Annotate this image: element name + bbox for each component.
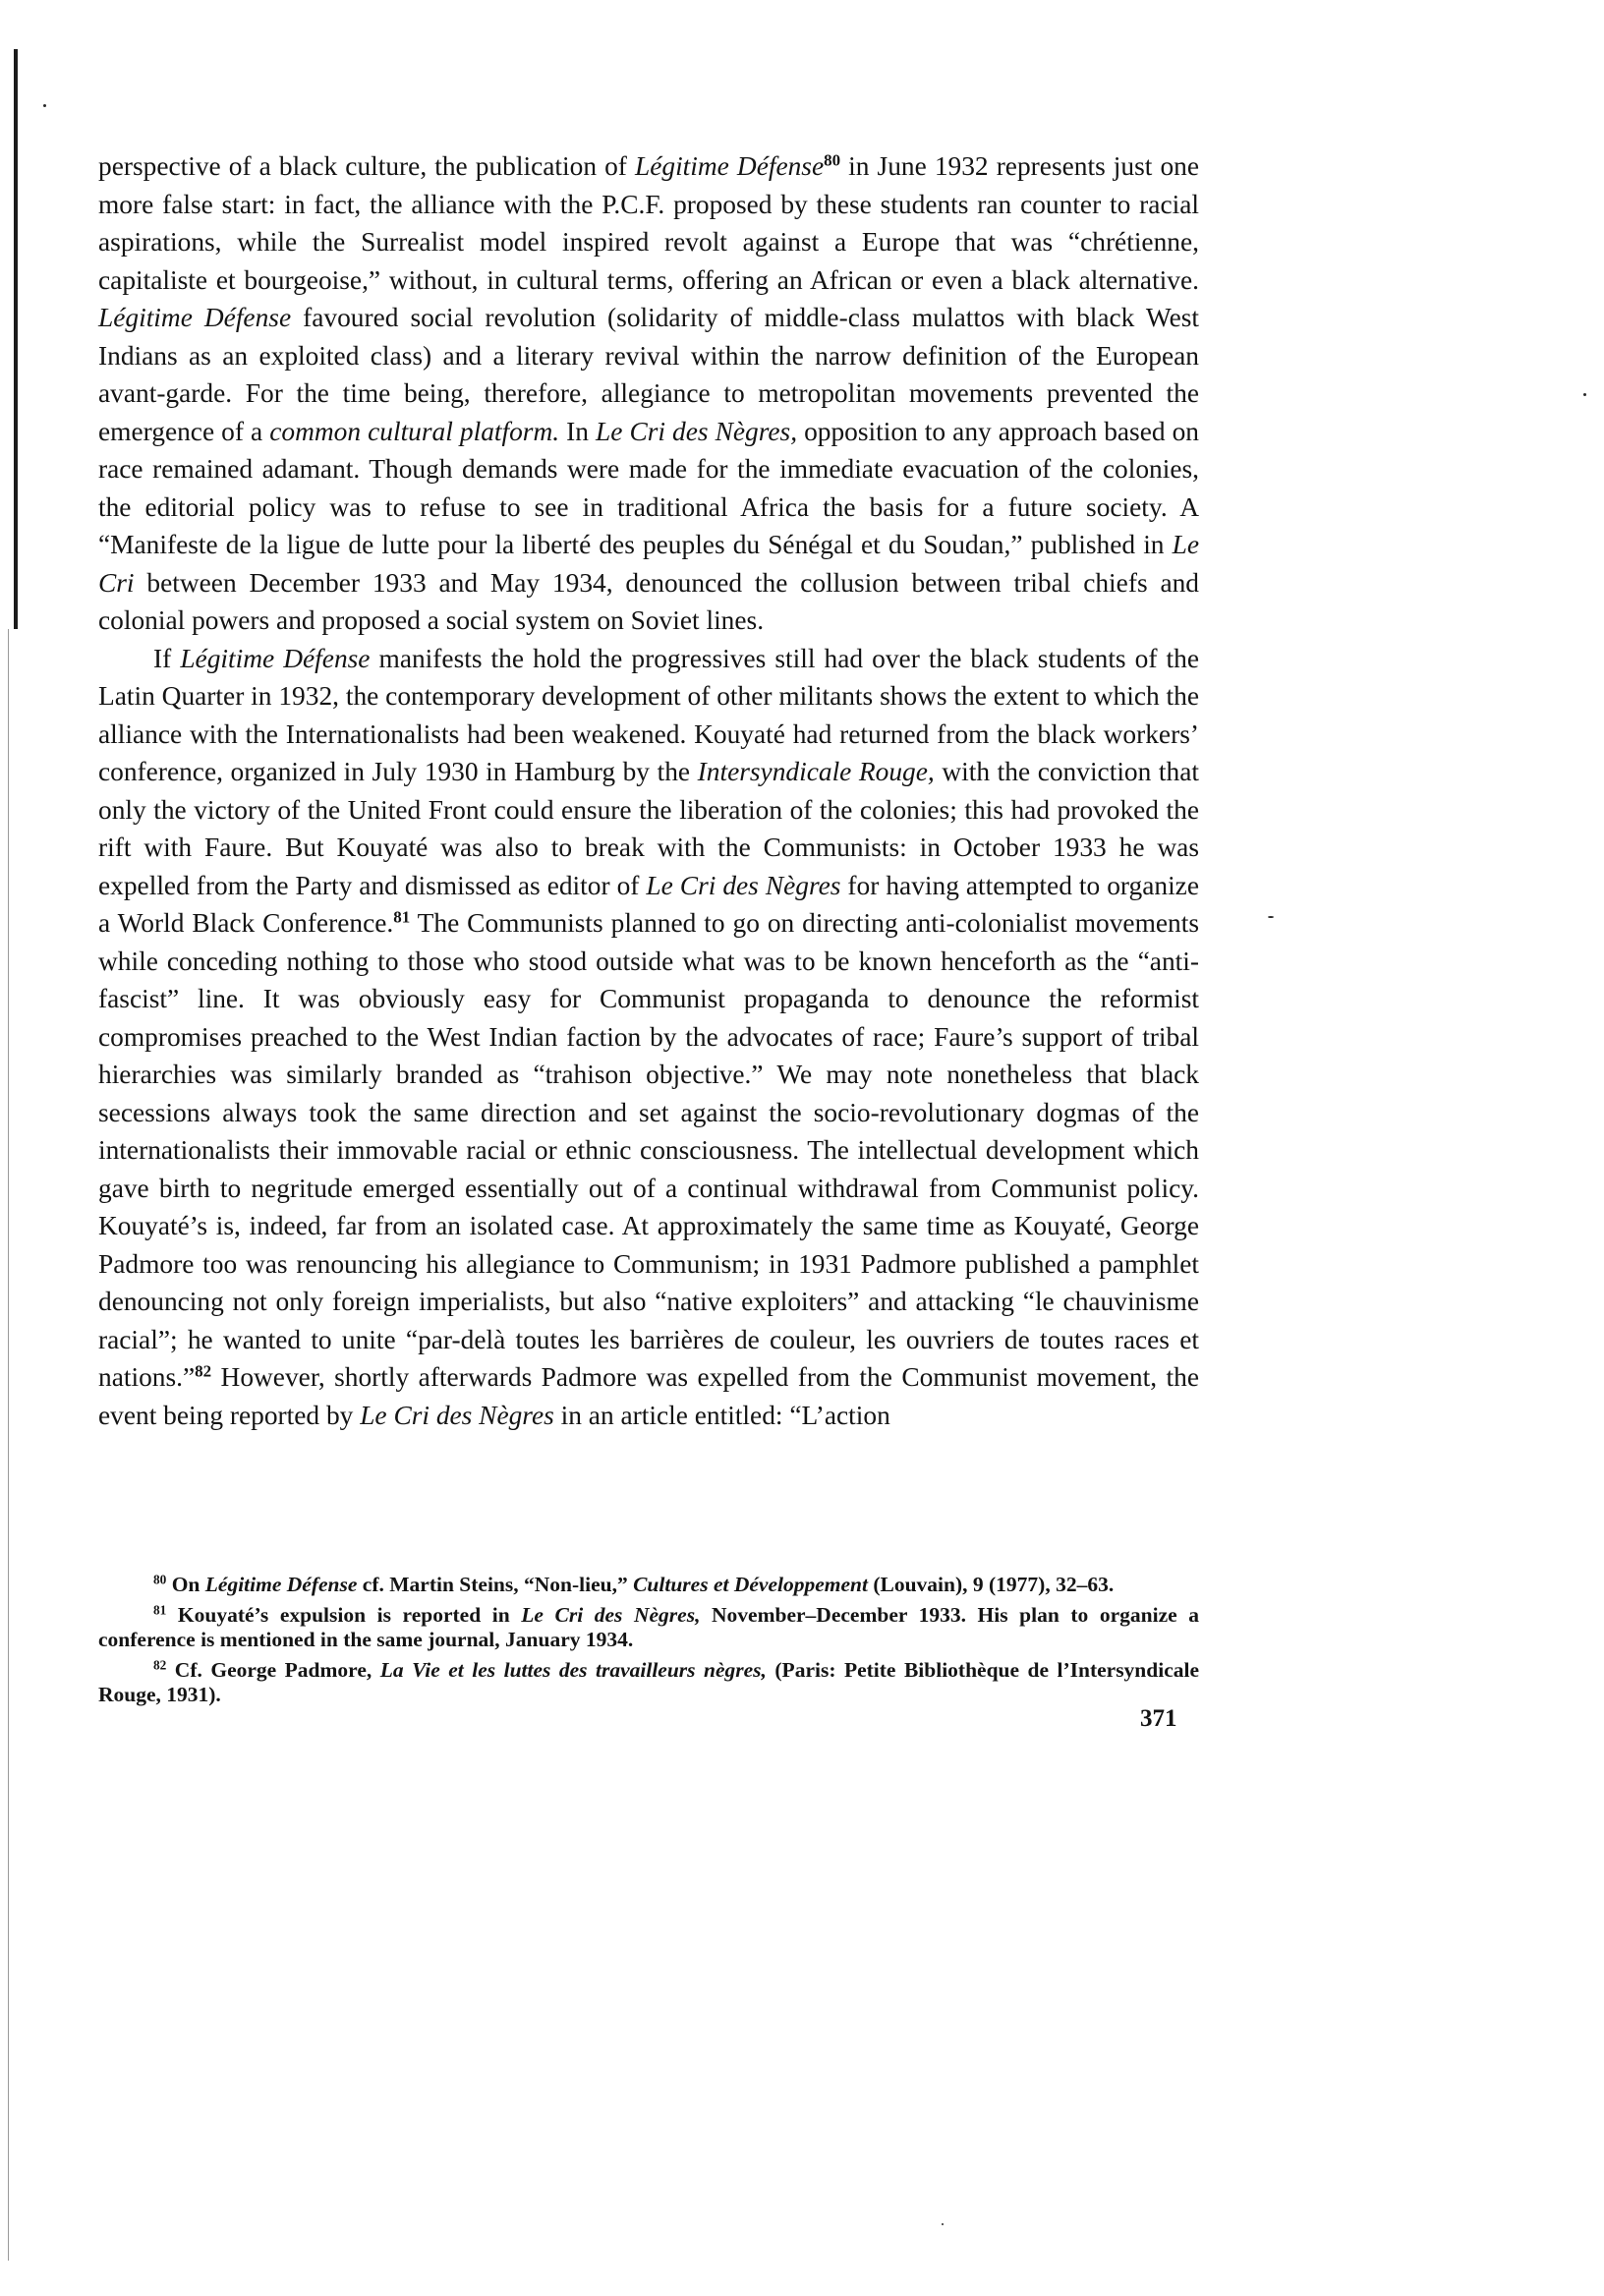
italic-text: Légitime Défense xyxy=(204,1573,358,1596)
footnote xyxy=(98,1573,1199,1597)
text-run: in June 1932 represents just one more false start: in fact, the alliance with the P.C.F. proposed by these students ran counter to racial aspirations, while the Surrealist model inspired revolt against a Europe that was “chrétienne, capitaliste et bourgeoise,” without, in cultural terms, offering an African or even a black alternative. xyxy=(98,151,1199,295)
scan-speck xyxy=(43,104,46,107)
text-run: with the conviction that only the victory of the United Front could ensure the liberation of the colonies; this had provoked the rift with Faure. But Kouyaté was also to break with the Communists: in October 1933 he was expelled from the Party and dismissed as editor of xyxy=(98,757,1199,900)
footnotes xyxy=(98,1573,1199,1713)
italic-text: Le Cri des Nègres, xyxy=(596,416,798,446)
italic-text: Cultures et Développement xyxy=(633,1573,868,1596)
scan-speck xyxy=(1583,393,1586,396)
paragraph xyxy=(98,640,1199,1435)
footnote-marker: 80 xyxy=(824,150,841,170)
text-run: On xyxy=(166,1573,205,1596)
text-run: Cf. George Padmore, xyxy=(166,1658,380,1682)
footnote-marker: 82 xyxy=(153,1657,167,1673)
main-text xyxy=(98,147,1199,1434)
italic-text: Le Cri des Nègres, xyxy=(521,1603,701,1627)
scan-binding-edge xyxy=(14,49,18,629)
text-run: manifests the hold the progressives still had over the black students of the Latin Quarter in 1932, the contemporary development of other militants shows the extent to which the alliance with the Internationalists had been weakened. Kouyaté had returned from the black workers’ conference, organized in July 1930 in Hamburg by the xyxy=(98,643,1199,786)
italic-text: Intersyndicale Rouge, xyxy=(697,757,935,786)
italic-text: Légitime Défense xyxy=(98,303,292,332)
italic-text: Légitime Défense xyxy=(634,151,825,181)
italic-text: Le Cri des Nègres xyxy=(360,1400,554,1430)
text-run: Kouyaté’s expulsion is reported in xyxy=(166,1603,522,1627)
text-run: The Communists planned to go on directing anti-colonialist movements while conceding nothing to those who stood outside what was to be known henceforth as the “anti-fascist” line. It was obviously easy for Communist propaganda to denounce the reformist compromises preached to the West Indian faction by the advocates of race; Faure’s support of tribal hierarchies was similarly branded as “trahison objective.” We may note nonetheless that black secessions always took the same direction and set against the socio-revolutionary dogmas of the internationalists their immovable racial or ethnic consciousness. The intellectual development which gave birth to negritude emerged essentially out of a continual withdrawal from Communist policy. Kouyaté’s is, indeed, far from an isolated case. At approximately the same time as Kouyaté, George Padmore too was renouncing his allegiance to Communism; in 1931 Padmore published a pamphlet denouncing not only foreign imperialists, but also “native exploiters” and attacking “le chauvinisme racial”; he wanted to unite “par-delà toutes les barrières de couleur, les ouvriers de toutes races et nations.” xyxy=(98,908,1199,1392)
text-run: November–December 1933. His plan to organize a conference is mentioned in the same journal, January 1934. xyxy=(98,1603,1199,1651)
paragraph xyxy=(98,147,1199,640)
italic-text: La Vie et les luttes des travailleurs nègres, xyxy=(379,1658,767,1682)
page-number: 371 xyxy=(1140,1705,1177,1732)
italic-text: Le Cri des Nègres xyxy=(646,870,841,900)
scan-speck xyxy=(1268,916,1274,918)
scan-speck xyxy=(942,2223,944,2225)
footnote-marker: 81 xyxy=(393,907,411,927)
footnote-marker: 82 xyxy=(195,1361,212,1381)
text-run: opposition to any approach based on race remained adamant. Though demands were made for the immediate evacuation of the colonies, the editorial policy was to refuse to see in traditional Africa the basis for a future society. A “Manifeste de la ligue de lutte pour la liberté des peuples du Sénégal et du Soudan,” published in xyxy=(98,416,1199,559)
text-run: If xyxy=(153,643,181,673)
italic-text: Le Cri xyxy=(98,530,1199,598)
footnote-marker: 81 xyxy=(153,1602,167,1618)
text-run: in an article entitled: “L’action xyxy=(553,1400,890,1430)
italic-text: common cultural platform. xyxy=(269,416,560,446)
italic-text: Légitime Défense xyxy=(180,643,371,673)
text-run: In xyxy=(559,416,597,446)
text-run: between December 1933 and May 1934, denounced the collusion between tribal chiefs and colonial powers and proposed a social system on Soviet lines. xyxy=(98,567,1199,635)
text-run: However, shortly afterwards Padmore was expelled from the Communist movement, the event being reported by xyxy=(98,1362,1199,1430)
footnote xyxy=(98,1658,1199,1707)
text-run: cf. Martin Steins, “Non-lieu,” xyxy=(357,1573,634,1596)
footnote xyxy=(98,1603,1199,1652)
scan-page-edge xyxy=(8,629,9,2261)
text-run: for having attempted to organize a World Black Conference. xyxy=(98,870,1199,938)
text-run: (Louvain), 9 (1977), 32–63. xyxy=(867,1573,1115,1596)
text-run: (Paris: Petite Bibliothèque de l’Intersyndicale Rouge, 1931). xyxy=(98,1658,1200,1706)
footnote-marker: 80 xyxy=(153,1572,167,1587)
text-run: favoured social revolution (solidarity of middle-class mulattos with black West Indians as an exploited class) and a literary revival within the narrow definition of the European avant-garde. For the time being, therefore, allegiance to metropolitan movements prevented the emergence of a xyxy=(98,303,1200,446)
text-run: perspective of a black culture, the publication of xyxy=(98,151,635,181)
